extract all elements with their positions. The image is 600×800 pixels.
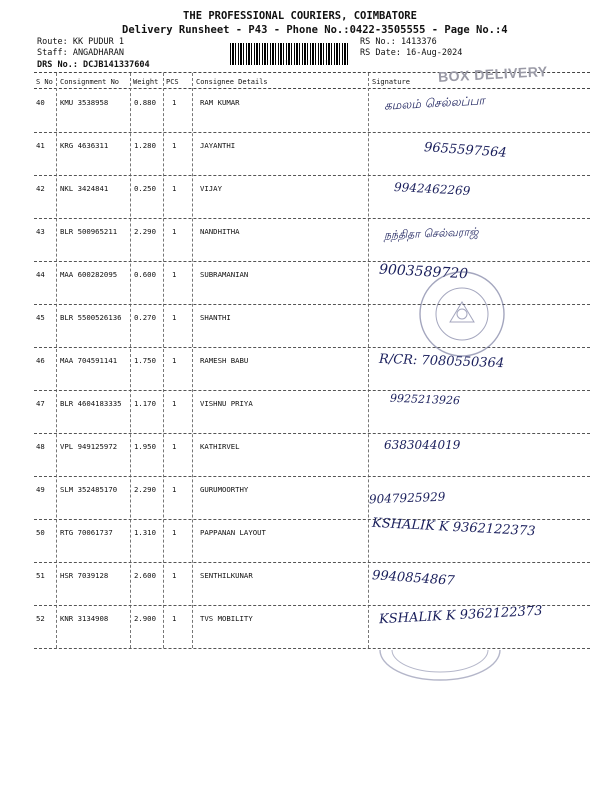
handwritten-signature: 6383044019 [384, 438, 461, 452]
row-sno: 42 [36, 184, 45, 193]
col-head-signature: Signature [372, 78, 410, 86]
row-consignee: SHANTHI [200, 313, 231, 322]
row-consignee: KATHIRVEL [200, 442, 240, 451]
row-consignment: SLM 352485170 [60, 485, 118, 494]
row-weight: 0.600 [134, 270, 156, 279]
row-sno: 43 [36, 227, 45, 236]
row-pcs: 1 [172, 98, 177, 107]
col-head-sno: S No [36, 78, 53, 86]
row-consignment: BLR 5500526136 [60, 313, 122, 322]
row-consignee: PAPPANAN LAYOUT [200, 528, 266, 537]
row-weight: 0.270 [134, 313, 156, 322]
row-consignee: SENTHILKUNAR [200, 571, 253, 580]
row-consignee: GURUMOORTHY [200, 485, 249, 494]
row-consignment: VPL 949125972 [60, 442, 118, 451]
row-weight: 2.600 [134, 571, 156, 580]
row-weight: 1.280 [134, 141, 156, 150]
row-sno: 50 [36, 528, 45, 537]
handwritten-signature: கமலம் செல்லப்பா [383, 93, 486, 113]
row-weight: 1.310 [134, 528, 156, 537]
rs-number: RS No.: 1413376 [360, 37, 437, 47]
row-consignee: VIJAY [200, 184, 222, 193]
row-sno: 45 [36, 313, 45, 322]
row-pcs: 1 [172, 356, 177, 365]
company-title: THE PROFESSIONAL COURIERS, COIMBATORE [183, 10, 417, 22]
handwritten-signature: நந்திதா செல்வராஜ் [383, 225, 479, 242]
row-sno: 46 [36, 356, 45, 365]
row-sno: 44 [36, 270, 45, 279]
handwritten-signature: R/CR: 7080550364 [378, 351, 505, 372]
col-head-pcs: PCS [166, 78, 179, 86]
row-consignee: RAMESH BABU [200, 356, 249, 365]
row-pcs: 1 [172, 614, 177, 623]
row-pcs: 1 [172, 399, 177, 408]
row-consignee: SUBRAMANIAN [200, 270, 249, 279]
row-consignment: MAA 600282095 [60, 270, 118, 279]
row-sno: 51 [36, 571, 45, 580]
box-delivery-stamp: BOX DELIVERY [437, 63, 549, 85]
col-head-consignment: Consignment No [60, 78, 120, 86]
row-pcs: 1 [172, 270, 177, 279]
row-sno: 52 [36, 614, 45, 623]
row-pcs: 1 [172, 485, 177, 494]
row-weight: 2.900 [134, 614, 156, 623]
row-pcs: 1 [172, 141, 177, 150]
row-consignee: TVS MOBILITY [200, 614, 253, 623]
row-weight: 1.950 [134, 442, 156, 451]
row-sno: 41 [36, 141, 45, 150]
row-weight: 0.250 [134, 184, 156, 193]
handwritten-signature: 9003589720 [378, 261, 469, 283]
row-consignee: JAYANTHI [200, 141, 236, 150]
row-pcs: 1 [172, 313, 177, 322]
row-consignee: VISHNU PRIYA [200, 399, 253, 408]
row-sno: 47 [36, 399, 45, 408]
row-consignee: RAM KUMAR [200, 98, 240, 107]
row-consignment: BLR 500965211 [60, 227, 118, 236]
row-sno: 49 [36, 485, 45, 494]
private-seal [380, 650, 500, 680]
staff-label: Staff: ANGADHARAN [37, 48, 124, 58]
distributor-seal [420, 272, 504, 356]
row-weight: 2.290 [134, 227, 156, 236]
row-weight: 2.290 [134, 485, 156, 494]
row-consignee: NANDHITHA [200, 227, 240, 236]
col-head-consignee: Consignee Details [196, 78, 268, 86]
row-pcs: 1 [172, 528, 177, 537]
row-pcs: 1 [172, 571, 177, 580]
row-pcs: 1 [172, 184, 177, 193]
row-weight: 1.750 [134, 356, 156, 365]
row-pcs: 1 [172, 442, 177, 451]
row-weight: 0.880 [134, 98, 156, 107]
row-pcs: 1 [172, 227, 177, 236]
row-consignment: BLR 4604183335 [60, 399, 122, 408]
row-sno: 40 [36, 98, 45, 107]
handwritten-signature: 9047925929 [368, 489, 446, 507]
handwritten-signature: 9655597564 [423, 140, 508, 161]
row-consignment: MAA 704591141 [60, 356, 118, 365]
row-weight: 1.170 [134, 399, 156, 408]
rs-date: RS Date: 16-Aug-2024 [360, 48, 463, 58]
row-consignment: RTG 70061737 [60, 528, 113, 537]
row-consignment: NKL 3424841 [60, 184, 109, 193]
row-consignment: KMU 3538958 [60, 98, 109, 107]
handwritten-signature: 9942462269 [393, 180, 471, 198]
col-head-weight: Weight [133, 78, 159, 86]
drs-number: DRS No.: DCJB141337604 [37, 60, 150, 70]
handwritten-signature: 9925213926 [389, 391, 461, 408]
handwritten-signature: 9940854867 [371, 568, 456, 589]
runsheet-title: Delivery Runsheet - P43 - Phone No.:0422-3505555 - Page No.:4 [122, 24, 508, 36]
row-consignment: KNR 3134908 [60, 614, 109, 623]
row-consignment: KRG 4636311 [60, 141, 109, 150]
row-sno: 48 [36, 442, 45, 451]
route-label: Route: KK PUDUR 1 [37, 37, 124, 47]
row-consignment: HSR 7039128 [60, 571, 109, 580]
handwritten-signature: KSHALIK K 9362122373 [378, 603, 543, 628]
handwritten-signature: KSHALIK K 9362122373 [371, 515, 536, 540]
